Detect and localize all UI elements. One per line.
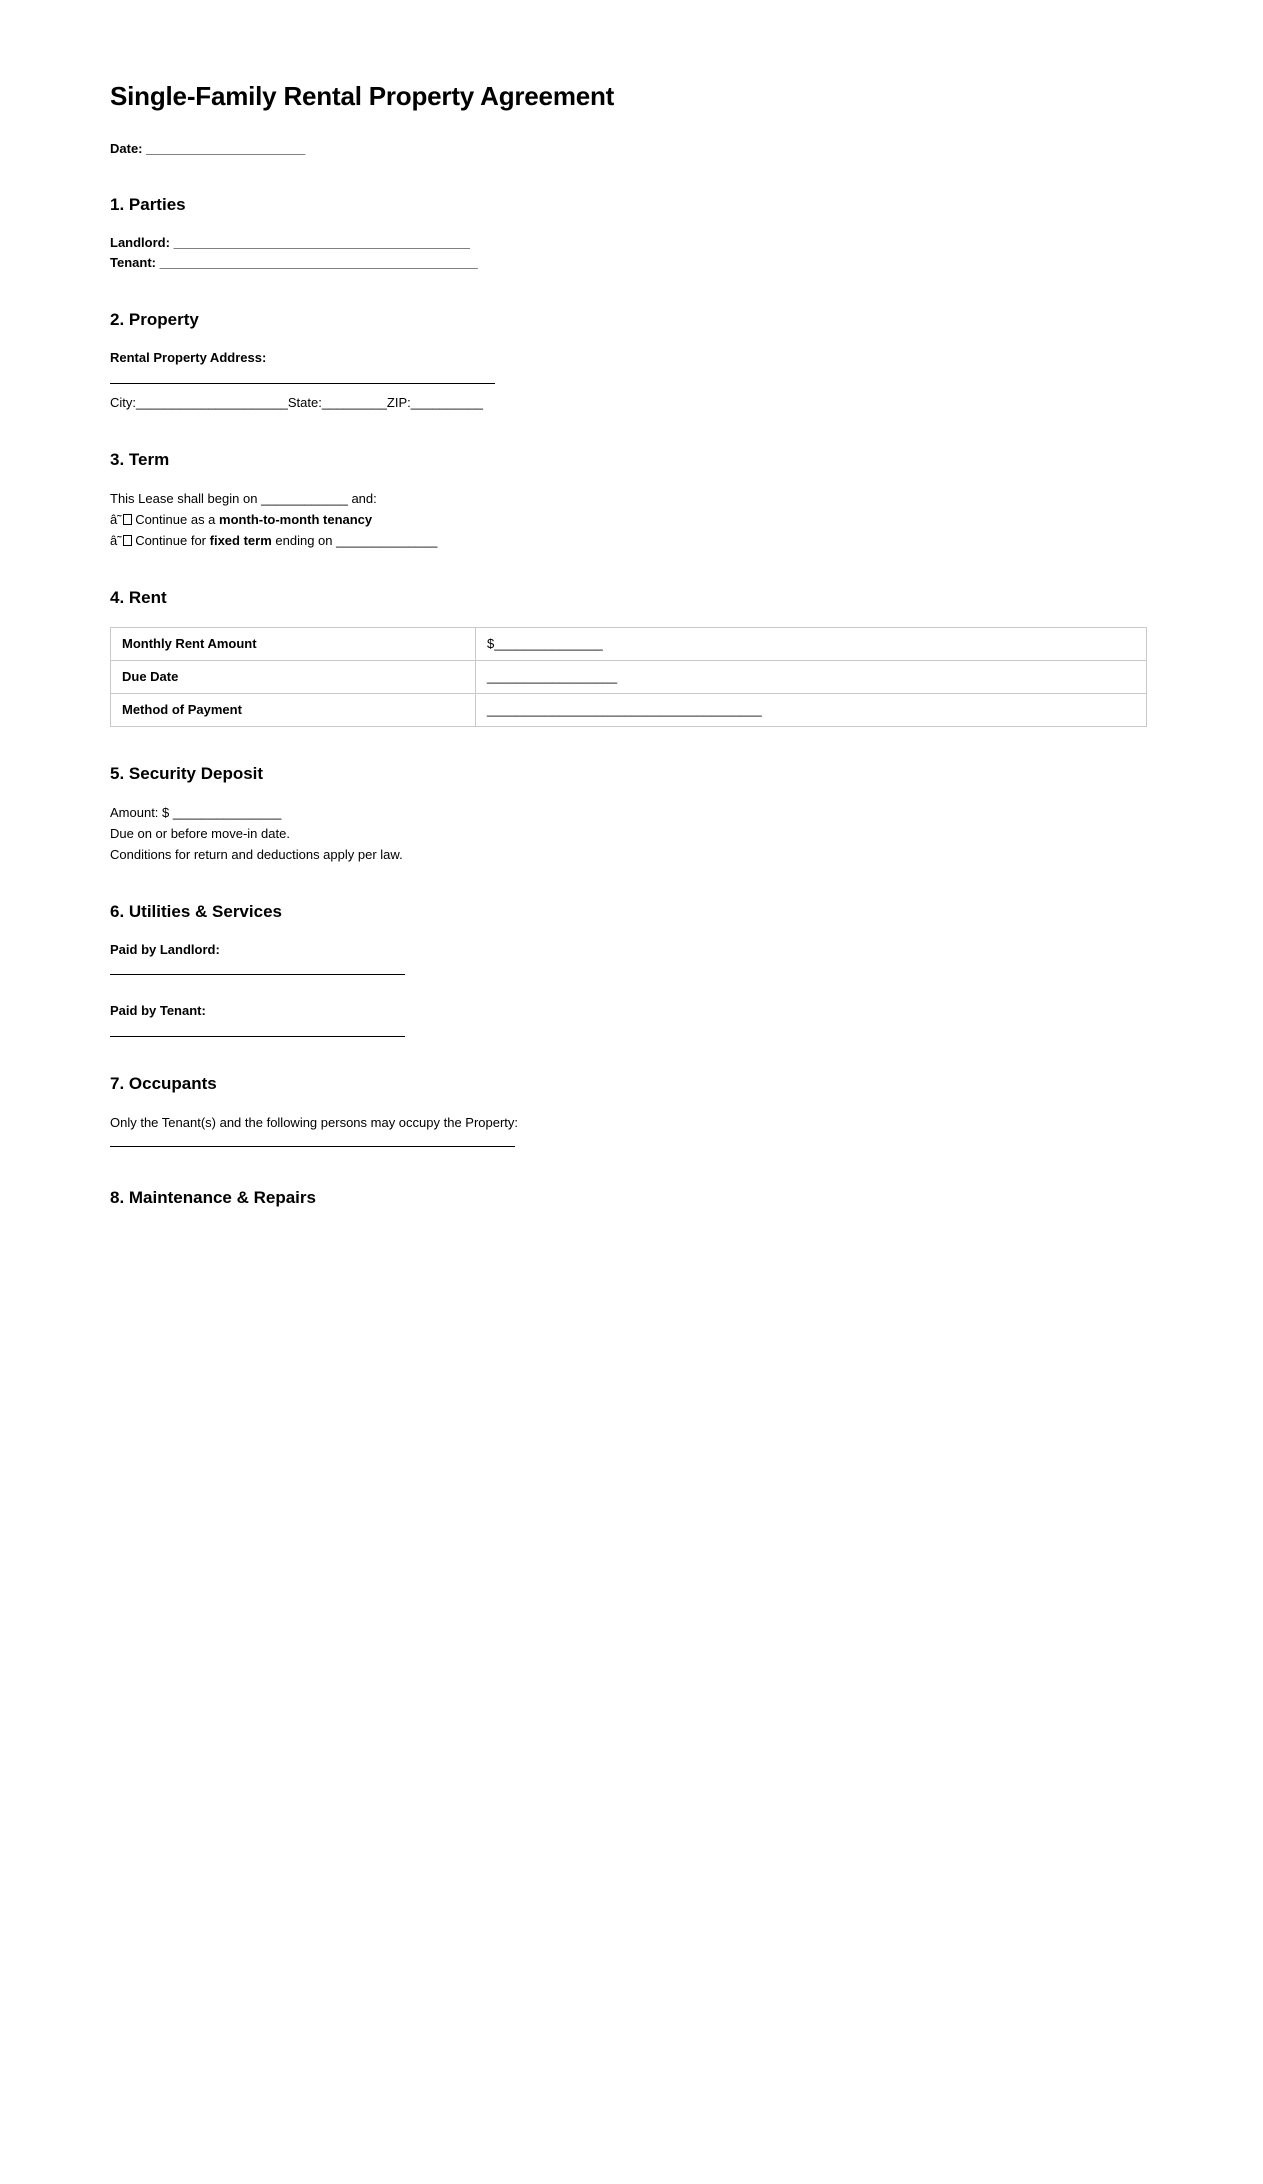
tenant-field-row (110, 253, 1153, 273)
lease-begin-row (110, 488, 1153, 509)
table-row (111, 627, 1147, 660)
section-heading-rent: 4. Rent (110, 587, 167, 607)
term-option-1-emphasis: month-to-month tenancy (219, 511, 373, 527)
rent-row-label: Method of Payment (111, 693, 476, 726)
section-heading-utilities: 6. Utilities & Services (110, 902, 282, 922)
lease-begin-suffix: and: (351, 490, 377, 506)
table-row (111, 660, 1147, 693)
paid-by-tenant-label: Paid by Tenant: (110, 1003, 206, 1019)
missing-glyph-box-icon (123, 514, 132, 525)
city-blank-line[interactable]: _____________________ (136, 394, 288, 410)
tenant-blank-line[interactable]: ____________________________________________ (159, 255, 478, 271)
deposit-amount-blank-line[interactable]: _______________ (172, 805, 282, 821)
date-label: Date: (110, 140, 143, 156)
section-heading-security-deposit: 5. Security Deposit (110, 763, 264, 783)
term-option-fixed-term[interactable] (110, 530, 1153, 551)
zip-label: ZIP: (386, 394, 411, 410)
term-option-2-text: Continue for (135, 532, 207, 548)
deposit-conditions-text: Conditions for return and deductions apply per law. (110, 847, 403, 863)
rent-table (110, 627, 1147, 727)
missing-glyph-box-icon (123, 535, 132, 546)
term-option-2-emphasis: fixed term (209, 532, 272, 548)
city-label: City: (110, 394, 136, 410)
lease-begin-text: This Lease shall begin on (110, 490, 258, 506)
deposit-due-text: Due on or before move-in date. (110, 826, 290, 842)
lease-begin-blank-line[interactable]: ____________ (261, 490, 348, 506)
checkbox-icon[interactable]: â˜ (110, 532, 122, 548)
section-heading-occupants: 7. Occupants (110, 1073, 217, 1093)
rental-address-label: Rental Property Address: (110, 350, 267, 366)
table-row (111, 693, 1147, 726)
deposit-amount-label: Amount: $ (110, 805, 170, 821)
rent-row-value[interactable]: __________________ (476, 660, 1147, 693)
landlord-label: Landlord: (110, 235, 170, 251)
rent-row-value[interactable]: $_______________ (476, 627, 1147, 660)
deposit-amount-row (110, 802, 1153, 823)
section-heading-maintenance: 8. Maintenance & Repairs (110, 1187, 316, 1207)
page-title: Single-Family Rental Property Agreement (110, 81, 615, 111)
paid-by-landlord-label: Paid by Landlord: (110, 942, 220, 958)
section-heading-property: 2. Property (110, 310, 199, 330)
state-blank-line[interactable]: _________ (321, 394, 387, 410)
term-option-month-to-month[interactable] (110, 509, 1153, 530)
state-label: State: (287, 394, 322, 410)
term-option-2-mid: ending on (275, 532, 333, 548)
city-state-zip-row (110, 392, 1153, 413)
rent-row-label: Monthly Rent Amount (111, 627, 476, 660)
date-blank-line[interactable]: ______________________ (146, 140, 306, 156)
section-heading-parties: 1. Parties (110, 195, 186, 214)
occupants-text: Only the Tenant(s) and the following persons may occupy the Property: (110, 1114, 519, 1130)
term-option-2-blank-line[interactable]: ______________ (336, 532, 438, 548)
term-option-1-text: Continue as a (135, 511, 216, 527)
rent-row-label: Due Date (111, 660, 476, 693)
landlord-blank-line[interactable]: _________________________________________ (173, 235, 470, 251)
section-heading-term: 3. Term (110, 449, 170, 469)
landlord-field-row (110, 233, 1153, 253)
checkbox-icon[interactable]: â˜ (110, 511, 122, 527)
tenant-label: Tenant: (110, 255, 156, 271)
zip-blank-line[interactable]: __________ (410, 394, 484, 410)
date-field-row (110, 139, 1153, 159)
rent-row-value[interactable]: ______________________________________ (476, 693, 1147, 726)
